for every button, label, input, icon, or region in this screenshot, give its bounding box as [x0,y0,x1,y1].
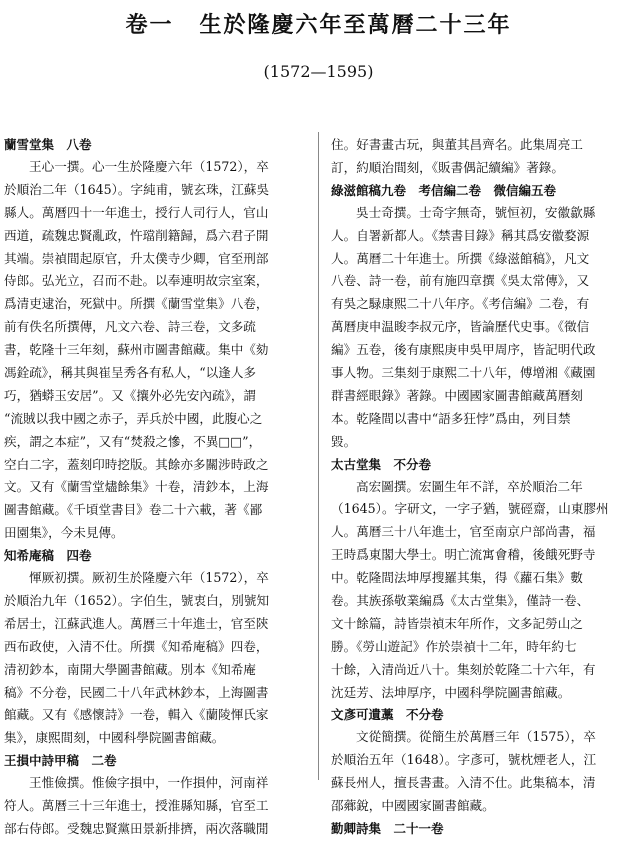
entry-title: 王損中詩甲稿 二卷 [4,753,117,769]
period-title: 生於隆慶六年至萬曆二十三年 [199,12,512,38]
text-line: 西布政使，入清不仕。所撰《知希庵稿》四卷， [4,638,269,654]
volume-label: 卷一 [125,12,174,38]
text-line: 訂，約順治間刻，《販書偶記續編》著錄。 [331,159,564,175]
text-line: 疾，謂之本症”，又有“焚殺之慘，不異□□”， [4,433,262,449]
entry-title: 蘭雪堂集 八卷 [4,137,92,152]
text-line: 空白二字，蓋刻印時挖版。其餘亦多關涉時政之 [4,456,269,472]
text-line: 本。乾隆間以書中“語多狂悖”爲由，列目禁 [331,410,571,426]
text-line: 住。好書畫古玩，與董其昌齊名。此集周亮工 [331,137,583,152]
text-line: 勝。《勞山遊記》作於崇禎十二年，時年約七 [331,638,577,654]
text-line: 符人。萬曆三十三年進士，授淮縣知縣，官至工 [4,798,269,814]
text-line: 八卷、詩一卷，前有施四章撰《吳太常傳》，又 [331,273,590,289]
text-line: 西道，疏魏忠賢亂政，忤璫削籍歸，爲六君子開 [4,227,269,243]
book-entry [331,704,634,818]
book-entry [331,454,634,705]
text-line: 中。乾隆間法坤厚搜羅其集，得《蘿石集》數 [331,570,583,586]
text-line: 希居士，江蘇武進人。萬曆三十年進士，官至陝 [4,615,269,631]
text-line: 群書經眼錄》著錄。中國國家圖書館藏萬曆刻 [331,387,583,403]
text-line: 清初鈔本，南開大學圖書館藏。別本《知希庵 [4,661,256,677]
text-line: 高宏圖撰。宏圖生年不詳，卒於順治二年 [356,478,583,494]
book-entry [331,818,634,840]
text-line: 集》，康熙間刻，中國科學院圖書館藏。 [4,730,225,746]
text-line: 文。又有《蘭雪堂燼餘集》十卷，清鈔本，上海 [4,479,269,495]
text-line: 邵薌銳，中國國家圖書館藏。 [331,798,495,814]
text-line: 卷。其族孫敬業編爲《太古堂集》，僅詩一卷、 [331,593,590,609]
entry-title: 知希庵稿 四卷 [4,548,92,564]
text-line: 前有佚名所撰傳，凡文六卷、詩三卷，文多疏 [4,319,256,335]
text-line: 人。自署新都人。《禁書目錄》稱其爲安徽婺源 [331,227,590,243]
text-line: 編》五卷，後有康熙庚申吳甲周序，皆記明代政 [331,342,596,358]
text-line: 於順治二年（1645）。字純甫，號玄珠，江蘇吳 [4,181,270,197]
year-range: (1572—1595) [263,62,374,81]
text-line: 事人物。三集刻于康熙二十八年，傅增湘《藏園 [331,365,596,381]
text-line: 書，乾隆十三年刻，蘇州市圖書館藏。集中《劾 [4,342,269,358]
text-line: 文從簡撰。從簡生於萬曆三年（1575），卒 [356,729,596,745]
left-column [4,134,307,841]
text-line: （1645）。字研文，一字子猶，號硜齋，山東膠州 [331,501,609,517]
text-line: 巧，猶蟒玉安居”。又《攘外必先安內疏》，謂 [4,387,257,403]
text-line: 部右侍郎。受魏忠賢黨田景新排擠，兩次落職閒 [4,821,269,837]
text-line: 王心一撰。心一生於隆慶六年（1572），卒 [29,159,269,174]
text-line: 毀。 [331,433,357,449]
text-line: 圖書館藏。《千頃堂書目》卷二十六載，著《鄙 [4,502,263,518]
entry-title: 太古堂集 不分卷 [331,456,432,472]
text-line: 萬曆庚申温睃李叔元序，皆論歷代史事。《徵信 [331,319,590,335]
text-line: 稿》不分卷，民國二十八年武林鈔本，上海圖書 [4,684,269,700]
entry-title: 綠滋館稿九卷 考信編二卷 微信編五卷 [331,182,557,198]
text-line: 於順治九年（1652）。字伯生，號衷白，別號知 [4,593,270,609]
text-line: 人。萬曆三十八年進士，官至南京户部尚書，福 [331,524,596,540]
text-line: 馮銓疏》，稱其與崔呈秀各有私人，“以逢人多 [4,365,257,381]
text-line: 侍郎。弘光立，召而不赴。以奉連明故宗室案， [4,273,269,289]
entry-title: 勤卿詩集 二十一卷 [331,821,444,837]
text-line: 吳士奇撰。士奇字無奇，號恒初，安徽歙縣 [356,204,596,220]
text-line: 爲清吏逮治，死獄中。所撰《蘭雪堂集》八卷， [4,296,269,312]
text-line: 蘇長州人，擅長書畫。入清不仕。此集稿本，清 [331,775,596,791]
right-column [331,134,634,840]
book-entry [4,134,307,545]
text-line: 有吳之騄康熙二十八年序。《考信編》二卷，有 [331,296,590,312]
text-line: 田園集》，今未見傳。 [4,525,124,541]
text-line: 其端。崇禎間起原官，升太僕寺少卿，官至刑部 [4,250,269,266]
text-line: “流賊以我中國之赤子，弄兵於中國，此腹心之 [4,410,263,426]
text-line: 文十餘篇，詩皆崇禎末年所作，文多記勞山之 [331,615,583,631]
book-entry [331,180,634,454]
book-entry [4,750,307,841]
continued-text [331,134,634,180]
text-line: 王惟儉撰。惟儉字損中，一作損仲，河南祥 [29,775,269,791]
text-line: 館藏。又有《感懷詩》一卷，輯入《蘭陵惲氏家 [4,707,269,723]
text-line: 王時爲東閣大學士。明亡流寓會稽，後餓死野寺 [331,547,596,563]
text-line: 沈廷芳、法坤厚序，中國科學院圖書館藏。 [331,684,571,700]
text-line: 於順治五年（1648）。字彥可，號枕煙老人，江 [331,752,597,768]
text-line: 縣人。萬曆四十一年進士，授行人司行人，官山 [4,204,269,220]
page-title [0,8,637,39]
text-line: 十餘，入清尚近八十。集刻於乾隆二十六年，有 [331,661,596,677]
text-line: 人。萬曆二十年進士。所撰《綠滋館稿》，凡文 [331,250,590,266]
book-entry [4,545,307,750]
entry-title: 文彥可遺藁 不分卷 [331,707,444,723]
text-line: 惲厥初撰。厥初生於隆慶六年（1572），卒 [29,570,269,586]
column-divider [318,132,319,780]
